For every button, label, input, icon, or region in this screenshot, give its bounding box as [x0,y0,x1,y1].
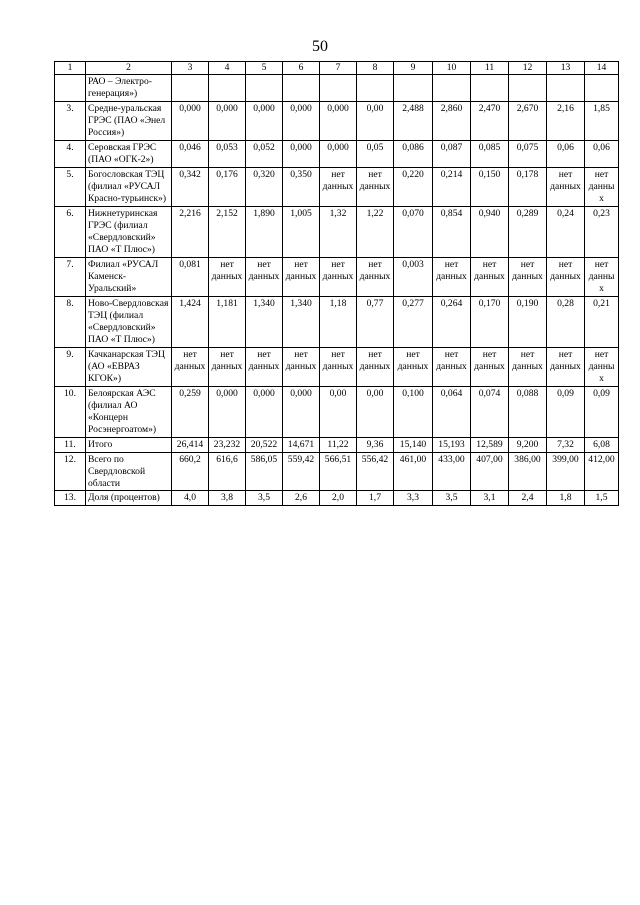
value-cell: 2,216 [172,206,209,257]
value-cell: 1,181 [209,296,246,347]
row-number: 5. [55,167,86,206]
value-cell: 0,264 [433,296,471,347]
value-cell [471,74,509,101]
value-cell: 0,000 [246,386,283,437]
value-cell: 0,081 [172,257,209,296]
value-cell: 26,414 [172,437,209,452]
value-cell: нет данных [394,347,433,386]
value-cell: 586,05 [246,452,283,491]
value-cell [209,74,246,101]
value-cell: нет данных [585,257,619,296]
value-cell: 2,860 [433,101,471,140]
value-cell: 0,046 [172,140,209,167]
column-header: 13 [547,62,585,75]
table-row [55,257,619,296]
header-row [55,62,619,75]
value-cell: 0,214 [433,167,471,206]
value-cell: 11,22 [320,437,357,452]
value-cell: нет данных [433,257,471,296]
value-cell: 2,16 [547,101,585,140]
row-name: Серовская ГРЭС (ПАО «ОГК-2») [86,140,172,167]
value-cell: 559,42 [283,452,320,491]
value-cell: 556,42 [357,452,394,491]
value-cell: 0,178 [509,167,547,206]
value-cell: 0,053 [209,140,246,167]
value-cell: 616,6 [209,452,246,491]
value-cell: нет данных [320,347,357,386]
value-cell: нет данных [283,257,320,296]
value-cell [433,74,471,101]
value-cell: 0,086 [394,140,433,167]
value-cell: 461,00 [394,452,433,491]
table-row [55,167,619,206]
value-cell: 2,152 [209,206,246,257]
value-cell: 0,09 [585,386,619,437]
row-number [55,74,86,101]
value-cell: 0,00 [357,386,394,437]
value-cell: 0,064 [433,386,471,437]
value-cell: нет данных [357,347,394,386]
value-cell: 0,09 [547,386,585,437]
table-row [55,347,619,386]
value-cell: 433,00 [433,452,471,491]
value-cell: 2,4 [509,491,547,506]
value-cell: 0,000 [283,101,320,140]
row-name: Всего по Свердловской области [86,452,172,491]
value-cell: 1,340 [246,296,283,347]
value-cell: 1,340 [283,296,320,347]
value-cell: 2,0 [320,491,357,506]
column-header: 7 [320,62,357,75]
value-cell: 0,940 [471,206,509,257]
column-header: 3 [172,62,209,75]
value-cell: нет данных [172,347,209,386]
value-cell: 0,854 [433,206,471,257]
value-cell: 1,7 [357,491,394,506]
value-cell: 0,150 [471,167,509,206]
value-cell [357,74,394,101]
value-cell: нет данных [585,167,619,206]
value-cell: 0,06 [585,140,619,167]
row-number: 4. [55,140,86,167]
value-cell: 0,06 [547,140,585,167]
row-number: 7. [55,257,86,296]
value-cell: 0,320 [246,167,283,206]
value-cell: 0,088 [509,386,547,437]
table-row [55,101,619,140]
column-header: 8 [357,62,394,75]
column-header: 12 [509,62,547,75]
table-row [55,452,619,491]
value-cell: 0,77 [357,296,394,347]
column-header: 1 [55,62,86,75]
value-cell: нет данных [585,347,619,386]
value-cell: 0,28 [547,296,585,347]
value-cell [320,74,357,101]
row-number: 9. [55,347,86,386]
value-cell: 4,0 [172,491,209,506]
row-name: Ново-Свердловская ТЭЦ (филиал «Свердловский» ПАО «Т Плюс») [86,296,172,347]
value-cell: 407,00 [471,452,509,491]
value-cell: 0,00 [357,101,394,140]
value-cell: 0,000 [320,101,357,140]
value-cell: 20,522 [246,437,283,452]
row-name: Итого [86,437,172,452]
value-cell: нет данных [547,347,585,386]
value-cell: нет данных [547,257,585,296]
value-cell: нет данных [547,167,585,206]
row-name: Качканарская ТЭЦ (АО «ЕВРАЗ КГОК») [86,347,172,386]
table-row [55,74,619,101]
value-cell: 6,08 [585,437,619,452]
value-cell: 1,5 [585,491,619,506]
value-cell: 0,220 [394,167,433,206]
column-header: 4 [209,62,246,75]
value-cell: 2,470 [471,101,509,140]
table-row [55,437,619,452]
value-cell: 0,003 [394,257,433,296]
value-cell: 0,000 [246,101,283,140]
value-cell: 0,000 [209,101,246,140]
value-cell: 0,05 [357,140,394,167]
row-number: 12. [55,452,86,491]
value-cell: 0,000 [320,140,357,167]
value-cell: 7,32 [547,437,585,452]
value-cell: 0,190 [509,296,547,347]
value-cell: нет данных [471,347,509,386]
value-cell: 0,277 [394,296,433,347]
value-cell: 3,3 [394,491,433,506]
value-cell [585,74,619,101]
value-cell: 0,000 [172,101,209,140]
value-cell: 0,289 [509,206,547,257]
row-number: 10. [55,386,86,437]
column-header: 5 [246,62,283,75]
value-cell: 0,21 [585,296,619,347]
value-cell: нет данных [320,167,357,206]
value-cell: 14,671 [283,437,320,452]
table-row [55,140,619,167]
value-cell [394,74,433,101]
value-cell: 660,2 [172,452,209,491]
value-cell: нет данных [471,257,509,296]
value-cell [547,74,585,101]
value-cell [172,74,209,101]
value-cell: 1,32 [320,206,357,257]
column-header: 14 [585,62,619,75]
value-cell [283,74,320,101]
value-cell: 1,890 [246,206,283,257]
value-cell: нет данных [246,257,283,296]
value-cell: 0,170 [471,296,509,347]
value-cell: 1,85 [585,101,619,140]
value-cell: 15,193 [433,437,471,452]
value-cell: нет данных [209,347,246,386]
value-cell: 0,24 [547,206,585,257]
row-name: Нижнетуринская ГРЭС (филиал «Свердловский» ПАО «Т Плюс») [86,206,172,257]
emissions-table [54,61,619,506]
table-row [55,491,619,506]
value-cell: 1,18 [320,296,357,347]
value-cell: 0,00 [320,386,357,437]
value-cell: 3,5 [433,491,471,506]
value-cell: нет данных [357,257,394,296]
column-header: 10 [433,62,471,75]
value-cell: 0,259 [172,386,209,437]
value-cell: 412,00 [585,452,619,491]
value-cell: 1,22 [357,206,394,257]
value-cell: 0,087 [433,140,471,167]
value-cell: нет данных [509,347,547,386]
row-name: Белоярская АЭС (филиал АО «Концерн Росэнергоатом») [86,386,172,437]
table-row [55,386,619,437]
value-cell: нет данных [246,347,283,386]
value-cell: 0,000 [209,386,246,437]
value-cell: нет данных [509,257,547,296]
value-cell: 2,670 [509,101,547,140]
table-row [55,296,619,347]
value-cell: 0,075 [509,140,547,167]
column-header: 6 [283,62,320,75]
value-cell: 566,51 [320,452,357,491]
column-header: 9 [394,62,433,75]
value-cell: нет данных [209,257,246,296]
value-cell: нет данных [320,257,357,296]
value-cell: 386,00 [509,452,547,491]
value-cell: 0,000 [283,140,320,167]
row-number: 11. [55,437,86,452]
row-number: 6. [55,206,86,257]
value-cell: 0,342 [172,167,209,206]
table-row [55,206,619,257]
value-cell: 0,070 [394,206,433,257]
row-name: Средне-уральская ГРЭС (ПАО «Энел Россия») [86,101,172,140]
value-cell: 0,350 [283,167,320,206]
value-cell: нет данных [357,167,394,206]
value-cell: нет данных [433,347,471,386]
row-number: 13. [55,491,86,506]
column-header: 11 [471,62,509,75]
value-cell [246,74,283,101]
value-cell [509,74,547,101]
value-cell: 2,488 [394,101,433,140]
value-cell: 0,176 [209,167,246,206]
value-cell: 0,052 [246,140,283,167]
column-header: 2 [86,62,172,75]
row-name: Богословская ТЭЦ (филиал «РУСАЛ Красно-турьинск») [86,167,172,206]
value-cell: 2,6 [283,491,320,506]
row-number: 3. [55,101,86,140]
row-name: Доля (процентов) [86,491,172,506]
value-cell: 3,1 [471,491,509,506]
value-cell: 1,424 [172,296,209,347]
value-cell: 9,36 [357,437,394,452]
value-cell: 3,5 [246,491,283,506]
row-name: РАО – Электро-генерация») [86,74,172,101]
row-name: Филиал «РУСАЛ Каменск-Уральский» [86,257,172,296]
page-number: 50 [312,38,328,55]
value-cell: 0,100 [394,386,433,437]
value-cell: 0,085 [471,140,509,167]
value-cell: 1,8 [547,491,585,506]
row-number: 8. [55,296,86,347]
value-cell: 399,00 [547,452,585,491]
value-cell: 0,074 [471,386,509,437]
value-cell: 12,589 [471,437,509,452]
value-cell: 0,23 [585,206,619,257]
value-cell: нет данных [283,347,320,386]
value-cell: 0,000 [283,386,320,437]
value-cell: 15,140 [394,437,433,452]
value-cell: 9,200 [509,437,547,452]
value-cell: 23,232 [209,437,246,452]
value-cell: 1,005 [283,206,320,257]
value-cell: 3,8 [209,491,246,506]
